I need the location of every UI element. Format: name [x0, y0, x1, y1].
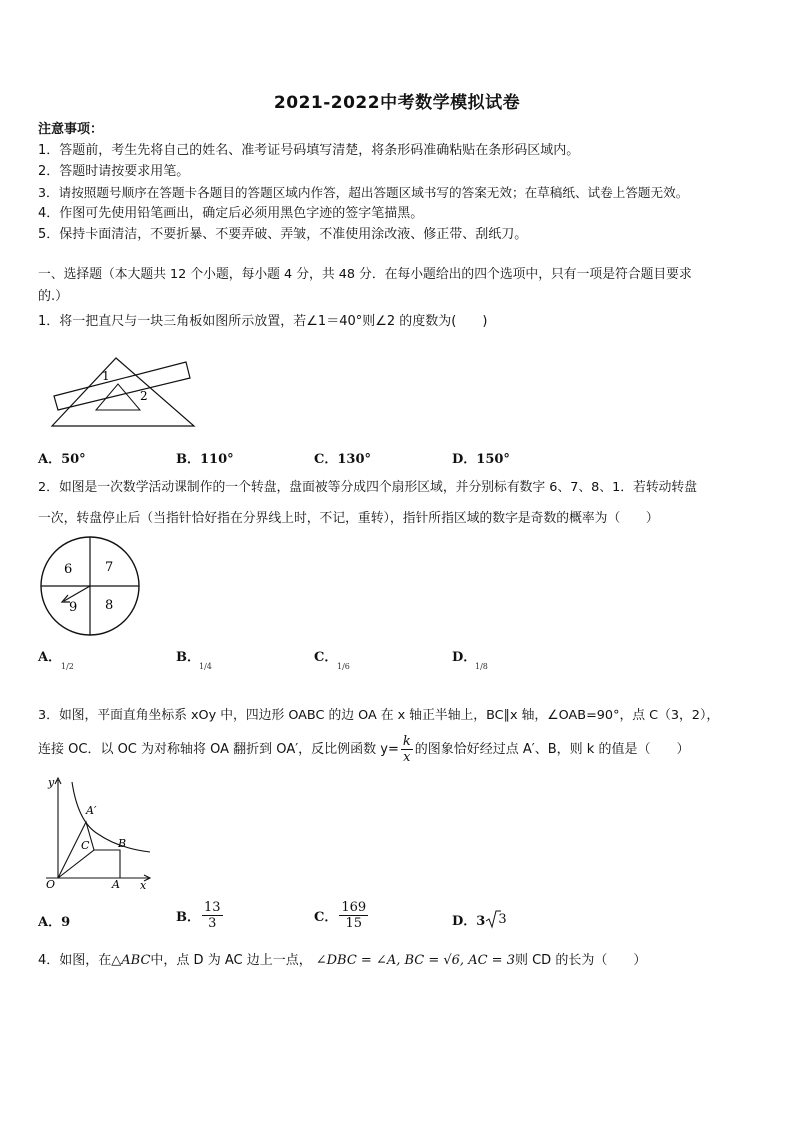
q3-option-b: [176, 900, 225, 931]
q2-option-b-letter: B．: [176, 650, 200, 665]
q3-option-a: A．9: [38, 915, 71, 930]
figure-label-angle-1: 1: [102, 369, 110, 383]
question-4-text: [38, 952, 646, 970]
notice-item: 5．保持卡面清洁，不要折暴、不要弄破、弄皱，不准使用涂改液、修正带、刮纸刀。: [38, 227, 528, 242]
point-label-a: A: [112, 878, 120, 890]
q2-option-d-letter: D．: [452, 650, 477, 665]
spinner-figure: [36, 535, 144, 637]
q2-option-a-letter: A．: [38, 650, 62, 665]
notice-item: 4．作图可先使用铅笔画出，确定后必须用黑色字迹的签字笔描黑。: [38, 206, 424, 221]
fraction-denominator: x: [403, 750, 411, 765]
q2-option-c-letter: C．: [314, 650, 338, 665]
question-2-line2: 一次，转盘停止后（当指针恰好指在分界线上时，不记，重转），指针所指区域的数字是奇数的概率为（ ）: [38, 511, 659, 526]
q2-option-a-value: 1/2: [61, 662, 74, 671]
spinner-label-6: 6: [64, 562, 73, 577]
page-title: 2021-2022中考数学模拟试卷: [273, 93, 521, 113]
point-label-c: C: [81, 839, 90, 852]
notice-item: 3．请按照题号顺序在答题卡各题目的答题区域内作答，超出答题区域书写的答案无效；在草稿纸、试卷上答题无效。: [38, 185, 689, 200]
question-3-line1: 3．如图，平面直角坐标系 xOy 中，四边形 OABC 的边 OA 在 x 轴正半轴上，BC∥x 轴，∠OAB=90°，点 C（3，2），: [38, 708, 720, 723]
section-heading-line1: 一、选择题（本大题共 12 个小题，每小题 4 分，共 48 分．在每小题给出的四个选项中，只有一项是符合题目要求: [38, 267, 692, 282]
question-4-condition: ∠DBC = ∠A, BC = √6, AC = 3: [315, 953, 515, 968]
notice-item: 2．答题时请按要求用笔。: [38, 164, 190, 179]
q1-option-b: B．110°: [176, 452, 234, 467]
ruler-triangle-figure: [48, 352, 200, 434]
figure-label-angle-2: 2: [140, 389, 148, 403]
q3-option-c-fraction: [339, 900, 368, 931]
q3-option-c-numerator: 169: [341, 900, 367, 915]
axis-label-x: x: [140, 879, 147, 890]
spinner-label-9: 9: [69, 600, 78, 615]
question-4-middle: 中，点 D 为 AC 边上一点，: [150, 953, 312, 968]
spinner-label-8: 8: [105, 598, 114, 613]
point-label-a-prime: A′: [86, 804, 97, 817]
q1-option-a: A．50°: [38, 452, 86, 467]
q3-option-b-fraction: [202, 900, 223, 931]
axis-label-y: y: [48, 776, 55, 789]
question-3-line2-start: 连接 OC．以 OC 为对称轴将 OA 翻折到 OA′，反比例函数 y=: [38, 741, 399, 757]
question-3-line2: [38, 734, 689, 765]
q1-option-c: C．130°: [314, 452, 371, 467]
q3-option-b-numerator: 13: [204, 900, 221, 915]
notice-item: 1．答题前，考生先将自己的姓名、准考证号码填写清楚，将条形码准确粘贴在条形码区域内。: [38, 143, 580, 158]
q1-option-d: D．150°: [452, 452, 510, 467]
fraction-numerator: k: [402, 734, 411, 749]
q2-option-c-value: 1/6: [337, 662, 350, 671]
point-label-b: B: [118, 837, 127, 850]
q3-option-c: [314, 900, 370, 931]
notice-heading: 注意事项：: [38, 122, 104, 137]
question-1-text: 1．将一把直尺与一块三角板如图所示放置，若∠1＝40°则∠2 的度数为( ): [38, 314, 488, 329]
question-4-start: 4．如图，在: [38, 953, 112, 968]
point-label-o: O: [46, 878, 56, 890]
q3-option-b-letter: B．: [176, 910, 200, 925]
spinner-label-7: 7: [105, 560, 114, 575]
question-3-line2-end: 的图象恰好经过点 A′、B，则 k 的值是（ ）: [414, 741, 690, 757]
q3-option-d: [452, 909, 507, 929]
q3-option-c-letter: C．: [314, 910, 338, 925]
q3-option-c-denominator: 15: [345, 916, 363, 931]
inverse-function-fraction: [401, 734, 413, 765]
q2-option-d-value: 1/8: [475, 662, 488, 671]
question-4-triangle: △ABC: [111, 953, 151, 968]
q2-option-b-value: 1/4: [199, 662, 212, 671]
q3-option-d-text: D．3: [452, 913, 486, 929]
coordinate-figure: [36, 770, 156, 890]
section-heading-line2: 的.）: [38, 289, 69, 304]
q3-option-d-radicand: 3: [498, 911, 507, 927]
question-4-end: 则 CD 的长为（ ）: [514, 953, 647, 968]
question-2-line1: 2．如图是一次数学活动课制作的一个转盘，盘面被等分成四个扇形区域，并分别标有数字 6、7、8、1．若转动转盘: [38, 480, 698, 495]
q3-option-b-denominator: 3: [208, 916, 217, 931]
